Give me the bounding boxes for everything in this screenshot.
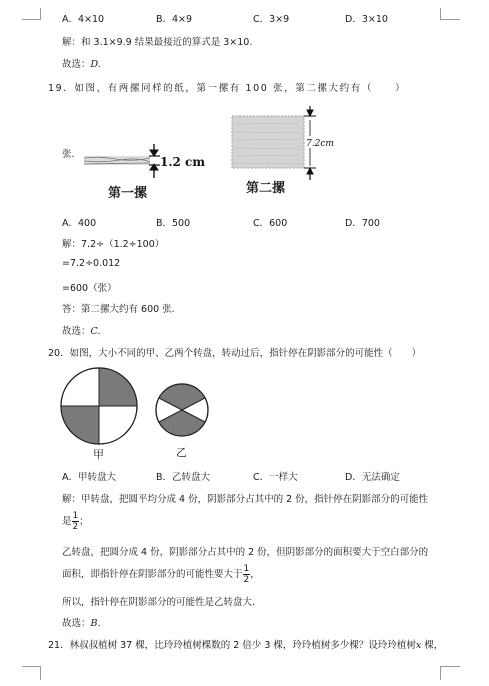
q19-solution-line-3: =600（张） — [62, 283, 117, 294]
q20-option-c: C．一样大 — [253, 472, 298, 483]
q18-answer-letter: D. — [90, 59, 101, 70]
q19-figure — [80, 106, 370, 206]
q18-answer — [62, 56, 101, 70]
q19-answer-label: 故选： — [62, 326, 91, 337]
q19-option-a: A．400 — [62, 218, 97, 229]
q20-option-b: B．乙转盘大 — [156, 472, 211, 483]
fraction-numerator: 1 — [72, 511, 79, 521]
fraction-numerator-2: 1 — [243, 564, 250, 574]
stack2-paper — [232, 116, 304, 168]
q21-stem — [48, 637, 443, 651]
q20-stem: 20．如图，大小不同的甲、乙两个转盘，转动过后，指针停在阴影部分的可能性（ ） — [48, 348, 422, 359]
stack1-height-arrow — [149, 144, 160, 178]
q19-answer — [62, 323, 100, 337]
q19-stem: 19．如图，有两摞同样的纸，第一摞有 100 张，第二摞大约有（ ） — [48, 83, 407, 94]
q18-option-c: C．3×9 — [253, 14, 290, 25]
stack2-label: 第二摞 — [246, 181, 286, 196]
q18-option-d: D．3×10 — [345, 14, 388, 25]
q20-line4-prefix: 面积，即指针停在阴影部分的可能性要大于 — [62, 569, 243, 580]
q21-stem-text: 21．林叔叔植树 37 棵，比玲玲植树棵数的 2 倍少 3 棵，玲玲植树多少棵？设玲玲植树 — [48, 640, 416, 651]
q21-stem-tail: 棵， — [421, 640, 444, 651]
corner-mark-bottom-right-h — [440, 666, 460, 667]
q18-answer-label: 故选： — [62, 59, 91, 70]
q20-option-d: D．无法确定 — [345, 472, 400, 483]
q19-option-c: C．600 — [253, 218, 288, 229]
q18-option-a: A．4×10 — [62, 14, 105, 25]
corner-mark-top-right-h — [440, 19, 460, 20]
q20-solution-line-3: 乙转盘，把圆分成 4 份，阴影部分占其中的 2 份，但阴影部分的面积要大于空白部分的 — [62, 547, 429, 558]
q19-solution-line-2: =7.2÷0.012 — [62, 258, 121, 269]
q19-solution-line-4: 答：第二摞大约有 600 张. — [62, 304, 175, 315]
spinner-a — [61, 368, 137, 444]
corner-mark-bottom-left — [40, 666, 41, 680]
q19-answer-letter: C. — [90, 326, 101, 337]
stack1-label: 第一摞 — [108, 186, 148, 201]
q20-solution-line-2 — [62, 511, 89, 532]
corner-mark-top-left-h — [22, 19, 40, 20]
q20-answer — [62, 615, 101, 629]
spinner-a-label: 甲 — [93, 448, 104, 460]
q18-option-b: B．4×9 — [156, 14, 193, 25]
spinner-b-label: 乙 — [176, 446, 187, 459]
q21-variable: x — [415, 640, 422, 651]
q19-solution-line-1: 解：7.2÷（1.2÷100） — [62, 239, 165, 250]
stack1-paper — [84, 156, 150, 165]
q20-line2-suffix: ； — [79, 516, 89, 527]
q20-line4-suffix: ， — [250, 569, 260, 580]
spinner-b — [156, 384, 208, 436]
corner-mark-top-left — [40, 8, 41, 20]
q20-answer-label: 故选： — [62, 618, 91, 629]
q20-line2-prefix: 是 — [62, 516, 72, 527]
fraction-denominator-2: 2 — [243, 575, 250, 585]
q20-solution-line-1: 解：甲转盘，把圆平均分成 4 份，阴影部分占其中的 2 份，指针停在阴影部分的可能性 — [62, 494, 429, 505]
corner-mark-bottom-left-h — [22, 666, 40, 667]
fraction-denominator: 2 — [72, 522, 79, 532]
q20-solution-line-4 — [62, 564, 260, 585]
q20-figure — [58, 366, 218, 460]
corner-mark-bottom-right — [440, 666, 441, 680]
q20-answer-letter: B. — [90, 618, 101, 629]
q20-solution-line-5: 所以，指针停在阴影部分的可能性是乙转盘大. — [62, 597, 256, 608]
q19-option-d: D．700 — [345, 218, 380, 229]
q19-stem-tail: 张. — [62, 149, 75, 160]
q20-option-a: A．甲转盘大 — [62, 472, 116, 483]
q18-solution: 解：和 3.1×9.9 结果最接近的算式是 3×10. — [62, 37, 253, 48]
q19-option-b: B．500 — [156, 218, 191, 229]
stack1-height-label: 1.2 cm — [160, 155, 206, 169]
stack2-height-label: 7.2cm — [306, 139, 334, 149]
